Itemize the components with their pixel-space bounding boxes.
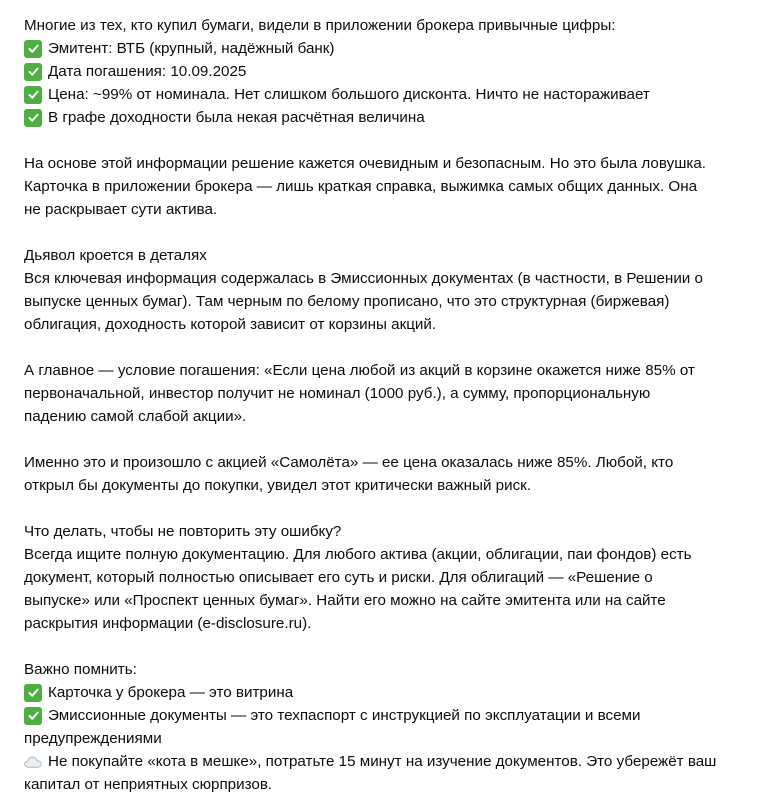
checklist-item-text: Эмитент: ВТБ (крупный, надёжный банк)	[48, 40, 335, 57]
checklist-item	[24, 106, 769, 129]
final-note-text: Не покупайте «кота в мешке», потратьте 15 минут на изучение документов. Это убережёт ваш	[48, 753, 717, 770]
spacer	[24, 497, 769, 520]
final-note-text-cont: капитал от неприятных сюрпризов.	[24, 776, 273, 793]
remember-item-continuation: предупреждениями	[24, 730, 162, 747]
paragraph-line: Карточка в приложении брокера — лишь краткая справка, выжимка самых общих данных. Она	[24, 178, 698, 195]
checklist-item-text: Цена: ~99% от номинала. Нет слишком большого дисконта. Ничто не настораживает	[48, 86, 650, 103]
paragraph-samolet	[24, 451, 769, 497]
cloud-icon	[24, 753, 42, 771]
check-mark-icon	[24, 86, 42, 104]
paragraph-line: облигация, доходность которой зависит от корзины акций.	[24, 316, 437, 333]
remember-item-text: Карточка у брокера — это витрина	[48, 684, 294, 701]
paragraph-advice	[24, 543, 769, 635]
spacer	[24, 635, 769, 658]
paragraph-line: выпуске» или «Проспект ценных бумаг». Найти его можно на сайте эмитента или на сайте	[24, 592, 666, 609]
paragraph-trap	[24, 152, 769, 221]
check-mark-icon	[24, 684, 42, 702]
paragraph-line: раскрытия информации (e-disclosure.ru).	[24, 615, 312, 632]
checklist-item	[24, 83, 769, 106]
remember-list	[24, 681, 769, 750]
final-note-line	[24, 750, 769, 773]
paragraph-line: Вся ключевая информация содержалась в Эмиссионных документах (в частности, в Решении о	[24, 270, 703, 287]
spacer	[24, 428, 769, 451]
remember-item	[24, 704, 769, 727]
check-mark-icon	[24, 707, 42, 725]
section-title-what-to-do: Что делать, чтобы не повторить эту ошибку?	[24, 523, 342, 540]
remember-item-text: Эмиссионные документы — это техпаспорт с инструкцией по эксплуатации и всеми	[48, 707, 641, 724]
paragraph-line: Именно это и произошло с акцией «Самолёта» — ее цена оказалась ниже 85%. Любой, кто	[24, 454, 674, 471]
paragraph-line: А главное — условие погашения: «Если цена любой из акций в корзине окажется ниже 85% от	[24, 362, 695, 379]
paragraph-line: На основе этой информации решение кажется очевидным и безопасным. Но это была ловушка.	[24, 155, 707, 172]
check-mark-icon	[24, 63, 42, 81]
checklist-item	[24, 37, 769, 60]
paragraph-redemption	[24, 359, 769, 428]
section-title-remember: Важно помнить:	[24, 661, 137, 678]
paragraph-line: падению самой слабой акции».	[24, 408, 247, 425]
check-mark-icon	[24, 109, 42, 127]
section-title-details: Дьявол кроется в деталях	[24, 247, 207, 264]
checklist-item-text: В графе доходности была некая расчётная величина	[48, 109, 425, 126]
check-mark-icon	[24, 40, 42, 58]
paragraph-line: выпуске ценных бумаг). Там черным по белому прописано, что это структурная (биржевая)	[24, 293, 670, 310]
final-note	[24, 750, 769, 796]
paragraph-line: открыл бы документы до покупки, увидел этот критически важный риск.	[24, 477, 532, 494]
spacer	[24, 336, 769, 359]
spacer	[24, 221, 769, 244]
paragraph-line: первоначальной, инвестор получит не номинал (1000 руб.), а сумму, пропорциональную	[24, 385, 651, 402]
paragraph-line: документ, который полностью описывает его суть и риски. Для облигаций — «Решение о	[24, 569, 653, 586]
intro-text: Многие из тех, кто купил бумаги, видели в приложении брокера привычные цифры:	[24, 17, 616, 34]
paragraph-line: Всегда ищите полную документацию. Для любого актива (акции, облигации, паи фондов) есть	[24, 546, 692, 563]
paragraph-line: не раскрывает сути актива.	[24, 201, 218, 218]
checklist	[24, 37, 769, 129]
paragraph-documents	[24, 267, 769, 336]
checklist-item	[24, 60, 769, 83]
spacer	[24, 129, 769, 152]
remember-item	[24, 681, 769, 704]
checklist-item-text: Дата погашения: 10.09.2025	[48, 63, 247, 80]
